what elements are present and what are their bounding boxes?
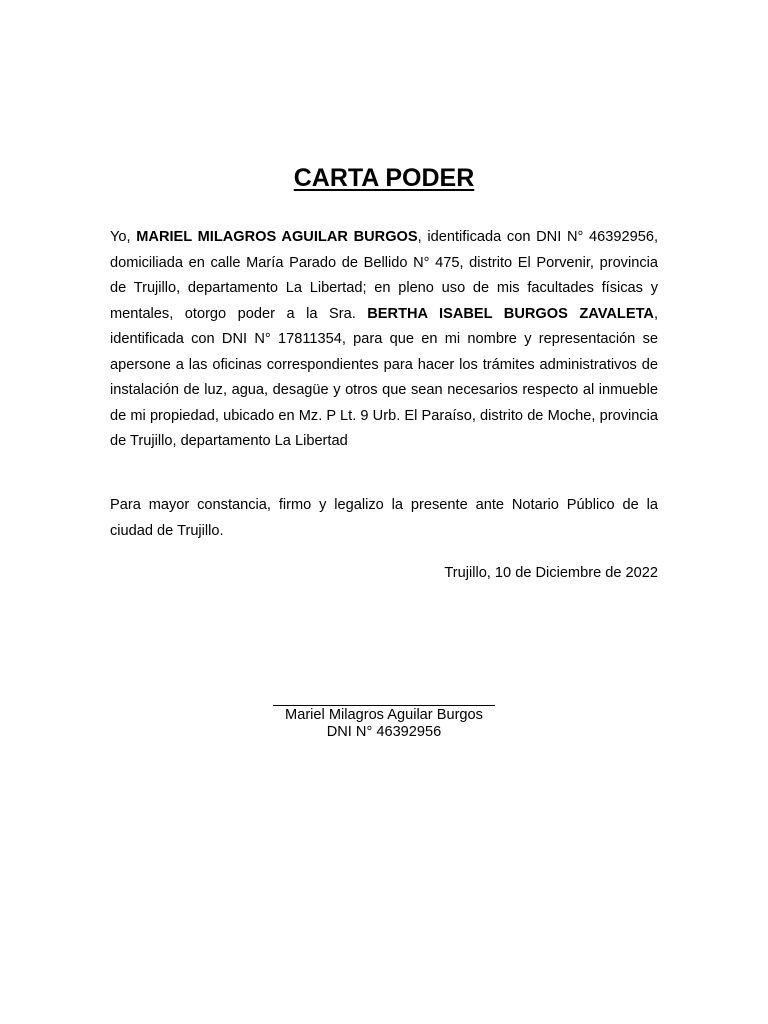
attorney-name: BERTHA ISABEL BURGOS ZAVALETA <box>367 305 654 322</box>
document-title: CARTA PODER <box>293 164 475 192</box>
paragraph-text: Yo, <box>110 229 137 245</box>
grantor-name: MARIEL MILAGROS AGUILAR BURGOS <box>136 229 418 245</box>
body-paragraph-2: Para mayor constancia, firmo y legalizo la presente ante Notario Público de la ciudad de Trujillo. <box>110 497 658 539</box>
signature-line <box>273 705 495 706</box>
body-paragraph-1 <box>110 225 658 455</box>
paragraph-text: , identificada con DNI N° 46392956, domiciliada en calle María Parado de Bellido N° 475, distrito El Porvenir, provincia de Trujillo, departamento La Libertad; en pleno uso de mis facultades físicas y mentales, otorgo poder a la Sra. <box>110 229 658 322</box>
signer-dni: DNI N° 46392956 <box>326 724 442 740</box>
signature-block <box>0 690 768 741</box>
signer-name: Mariel Milagros Aguilar Burgos <box>285 707 483 723</box>
paragraph-text: , identificada con DNI N° 17811354, para que en mi nombre y representación se apersone a las oficinas correspondientes para hacer los trámites administrativos de instalación de luz, agua, desagüe y otros que sean necesarios respecto al inmueble de mi propiedad, ubicado en Mz. P Lt. 9 Urb. El Paraíso, distrito de Moche, provincia de Trujillo, departamento La Libertad <box>110 305 658 449</box>
date-line: Trujillo, 10 de Diciembre de 2022 <box>444 565 658 581</box>
